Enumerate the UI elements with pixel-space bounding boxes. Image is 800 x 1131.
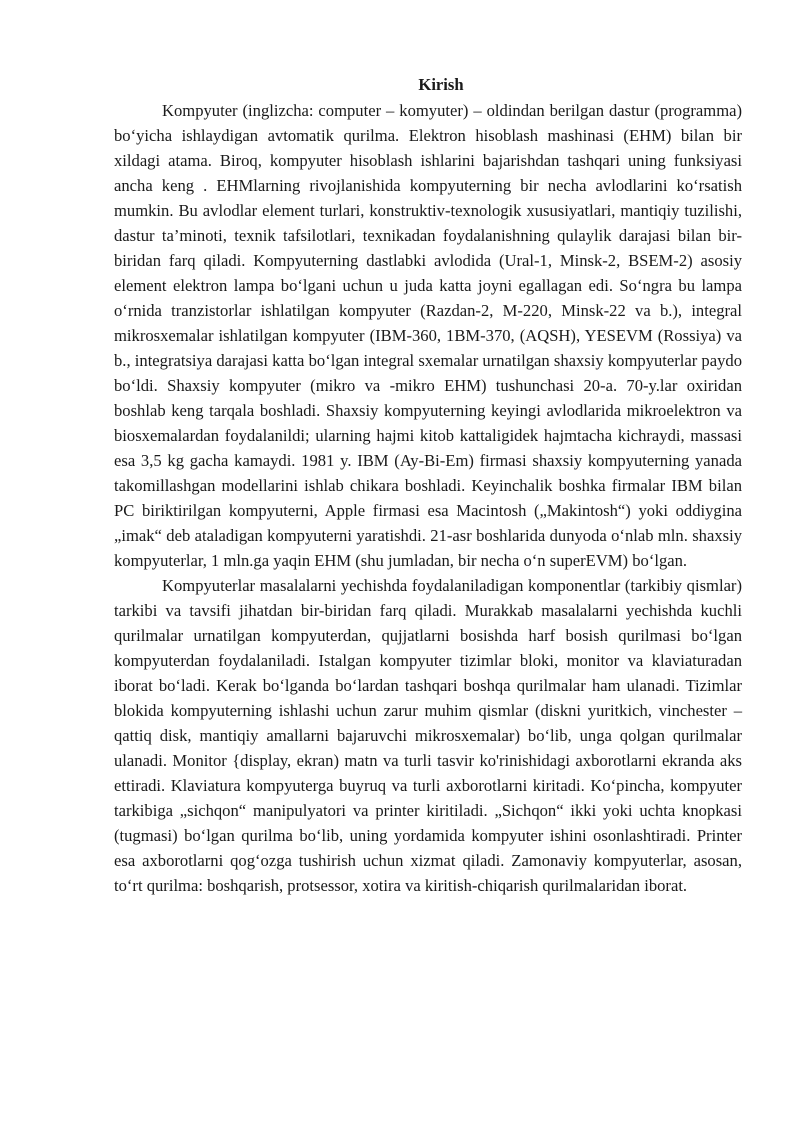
page-title: Kirish [418,75,464,94]
paragraph-1: Kompyuter (inglizcha: computer – komyuter) – oldindan berilgan dastur (programma) bo‘yicha ishlaydigan avtomatik qurilma. Elektron hisoblash mashinasi (EHM) bilan bir xildagi atama. Biroq, kompyuter hisoblash ishlarini bajarishdan tashqari uning funksiyasi ancha keng . EHMlarning rivojlanishida kompyuterning bir necha avlodlarini ko‘rsatish mumkin. Bu avlodlar element turlari, konstruktiv-texnologik xususiyatlari, mantiqiy tuzilishi, dastur ta’minoti, texnik tafsilotlari, texnikadan foydalanishning qulaylik darajasi bilan bir-biridan farq qiladi. Kompyuterning dastlabki avlodida (Ural-1, Minsk-2, BSEM-2) asosiy element elektron lampa bo‘lgani uchun u juda katta joyni egallagan edi. So‘ngra bu lampa o‘rnida tranzistorlar ishlatilgan kompyuter (Razdan-2, M-220, Minsk-22 va b.), integral mikrosxemalar ishlatilgan kompyuter (IBM-360, 1BM-370, (AQSH), YESEVM (Rossiya) va b., integratsiya darajasi katta bo‘lgan integral sxemalar urnatilgan shaxsiy kompyuterlar paydo bo‘ldi. Shaxsiy kompyuter (mikro va -mikro EHM) tushunchasi 20-a. 70-y.lar oxiridan boshlab keng tarqala boshladi. Shaxsiy kompyuterning keyingi avlodlarida mikroelektron va biosxemalardan foydalanildi; ularning hajmi kitob kattaligidek hajmtacha kichraydi, massasi esa 3,5 kg gacha kamaydi. 1981 y. IBM (Ay-Bi-Em) firmasi shaxsiy kompyuterning yanada takomillashgan modellarini ishlab chikara boshladi. Keyinchalik boshka firmalar IBM bilan PC biriktirilgan kompyuterni, Apple firmasi esa Macintosh („Makintosh“) yoki oddiygina „imak“ deb ataladigan kompyuterni yaratishdi. 21-asr boshlarida dunyoda o‘nlab mln. shaxsiy kompyuterlar, 1 mln.ga yaqin EHM (shu jumladan, bir necha o‘n superEVM) bo‘lgan. [114,101,742,570]
paragraph-2: Kompyuterlar masalalarni yechishda foydalaniladigan komponentlar (tarkibiy qismlar) tarkibi va tavsifi jihatdan bir-biridan farq qiladi. Murakkab masalalarni yechishda kuchli qurilmalar urnatilgan kompyuterdan, qujjatlarni bosishda harf bosish qurilmasi bo‘lgan kompyuterdan foydalaniladi. Istalgan kompyuter tizimlar bloki, monitor va klaviaturadan iborat bo‘ladi. Kerak bo‘lganda bo‘lardan tashqari boshqa qurilmalar ham ulanadi. Tizimlar blokida kompyuterning ishlashi uchun zarur muhim qismlar (diskni yuritkich, vinchester – qattiq disk, mantiqiy amallarni bajaruvchi mikrosxemalar) bo‘lib, unga qolgan qurilmalar ulanadi. Monitor {display, ekran) matn va turli tasvir ko'rinishidagi axborotlarni ekranda aks ettiradi. Klaviatura kompyuterga buyruq va turli axborotlarni kiritadi. Ko‘pincha, kompyuter tarkibiga „sichqon“ manipulyatori va printer kiritiladi. „Sichqon“ ikki yoki uchta knopkasi (tugmasi) bo‘lgan qurilma bo‘lib, uning yordamida kompyuter ishini osonlashtiradi. Printer esa axborotlarni qog‘ozga tushirish uchun xizmat qiladi. Zamonaviy kompyuterlar, asosan, to‘rt qurilma: boshqarish, protsessor, xotira va kiritish-chiqarish qurilmalaridan iborat. [114,576,742,895]
document-page [114,72,742,898]
